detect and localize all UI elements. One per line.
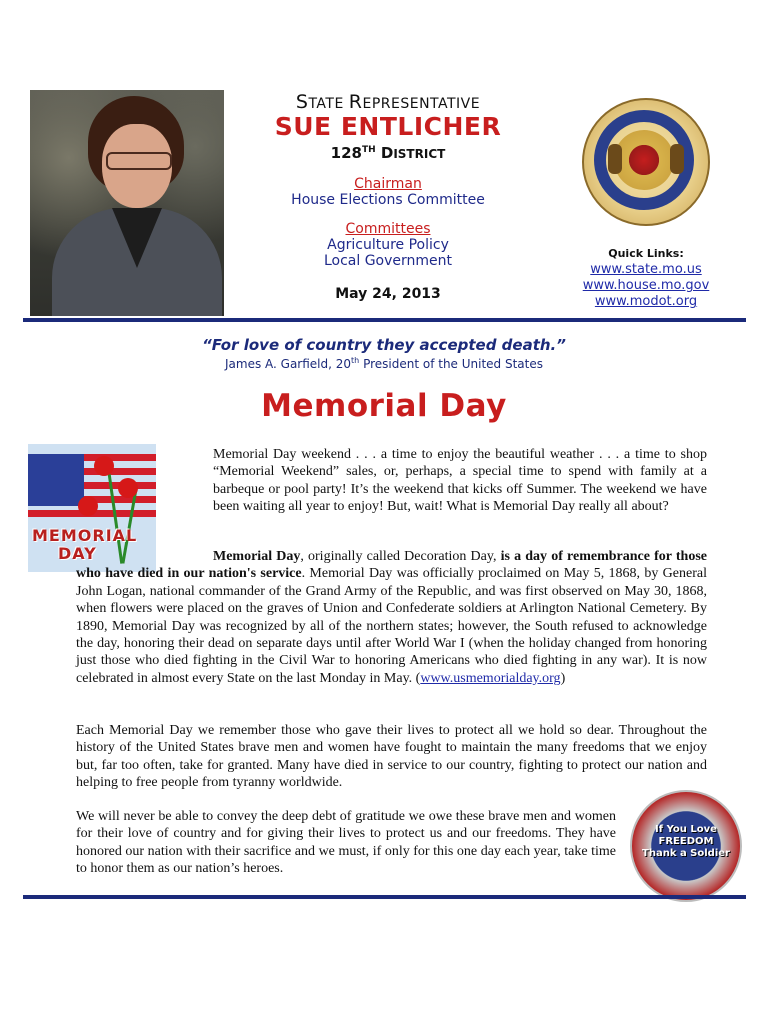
thank-a-soldier-badge [630,790,742,902]
header-divider [23,318,746,322]
newsletter-date: May 24, 2013 [335,286,441,302]
missouri-house-seal [582,98,710,226]
soldier-badge-text: If You Love FREEDOM Thank a Soldier [642,824,730,859]
committees-label: Committees [345,221,431,237]
memorial-word: MEMORIAL [32,526,138,545]
gratitude-paragraph: We will never be able to convey the deep debt of gratitude we owe these brave men and women for their love of country and for giving their lives to protect us and our freedoms. They have honored our nation with their sacrifice and we must, if only for this one day each year, take time to honor them as our nation’s heroes. [76,809,616,877]
quick-link-house[interactable]: www.house.mo.gov [582,278,710,293]
district-label: 128TH DISTRICT [330,144,446,162]
representative-photo [30,90,224,316]
page-title: Memorial Day [261,388,507,424]
remembrance-paragraph: Each Memorial Day we remember those who gave their lives to protect all we hold so dear. Throughout the history of the United States brave men and women have fought to maintain the many freedoms that we enjoy but, far too often, take for granted. Many have died in service to our country, fighting to protect our nation and helping to free people from tyranny worldwide. [76,723,707,791]
state-representative-title: STATE REPRESENTATIVE [295,91,481,113]
quote-text: “For love of country they accepted death.” [202,336,566,354]
committee-item: Agriculture Policy [327,237,449,253]
intro-paragraph: Memorial Day weekend . . . a time to enjoy the beautiful weather . . . a time to shop “Memorial Weekend” sales, or, perhaps, a special time to spend with family at a barbeque or pool party! It’s the weekend that kicks off Summer. The weekend we have been waiting all year to enjoy! But, wait! What is Memorial Day really all about? [213,447,707,515]
quote-attribution: James A. Garfield, 20th President of the United States [224,356,543,371]
quick-link-modot[interactable]: www.modot.org [594,294,698,309]
committee-item: Local Government [323,253,453,269]
usmemorialday-link[interactable]: www.usmemorialday.org [420,670,561,686]
chairman-committee: House Elections Committee [291,192,485,208]
quick-links-label: Quick Links: [608,247,684,260]
representative-name: SUE ENTLICHER [274,112,502,141]
history-paragraph: Memorial Day, originally called Decoration Day, is a day of remembrance for those who have died in our nation's service. Memorial Day was officially proclaimed on May 5, 1868, by General John Logan, national commander of the Grand Army of the Republic, and was first observed on May 30, 1868, when flowers were placed on the graves of Union and Confederate soldiers at Arlington National Cemetery. By 1890, Memorial Day was recognized by all of the northern states; however, the South refused to acknowledge the day, honoring their dead on separate days until after World War I (when the holiday changed from honoring just those who died fighting in the Civil War to honoring Americans who died fighting in any war). It is now celebrated in almost every State on the last Monday in May. (www.usmemorialday.org) [76,549,707,686]
day-word: DAY [58,544,97,563]
quick-link-state[interactable]: www.state.mo.us [590,262,702,277]
chairman-label: Chairman [354,176,422,192]
footer-divider [23,895,746,899]
